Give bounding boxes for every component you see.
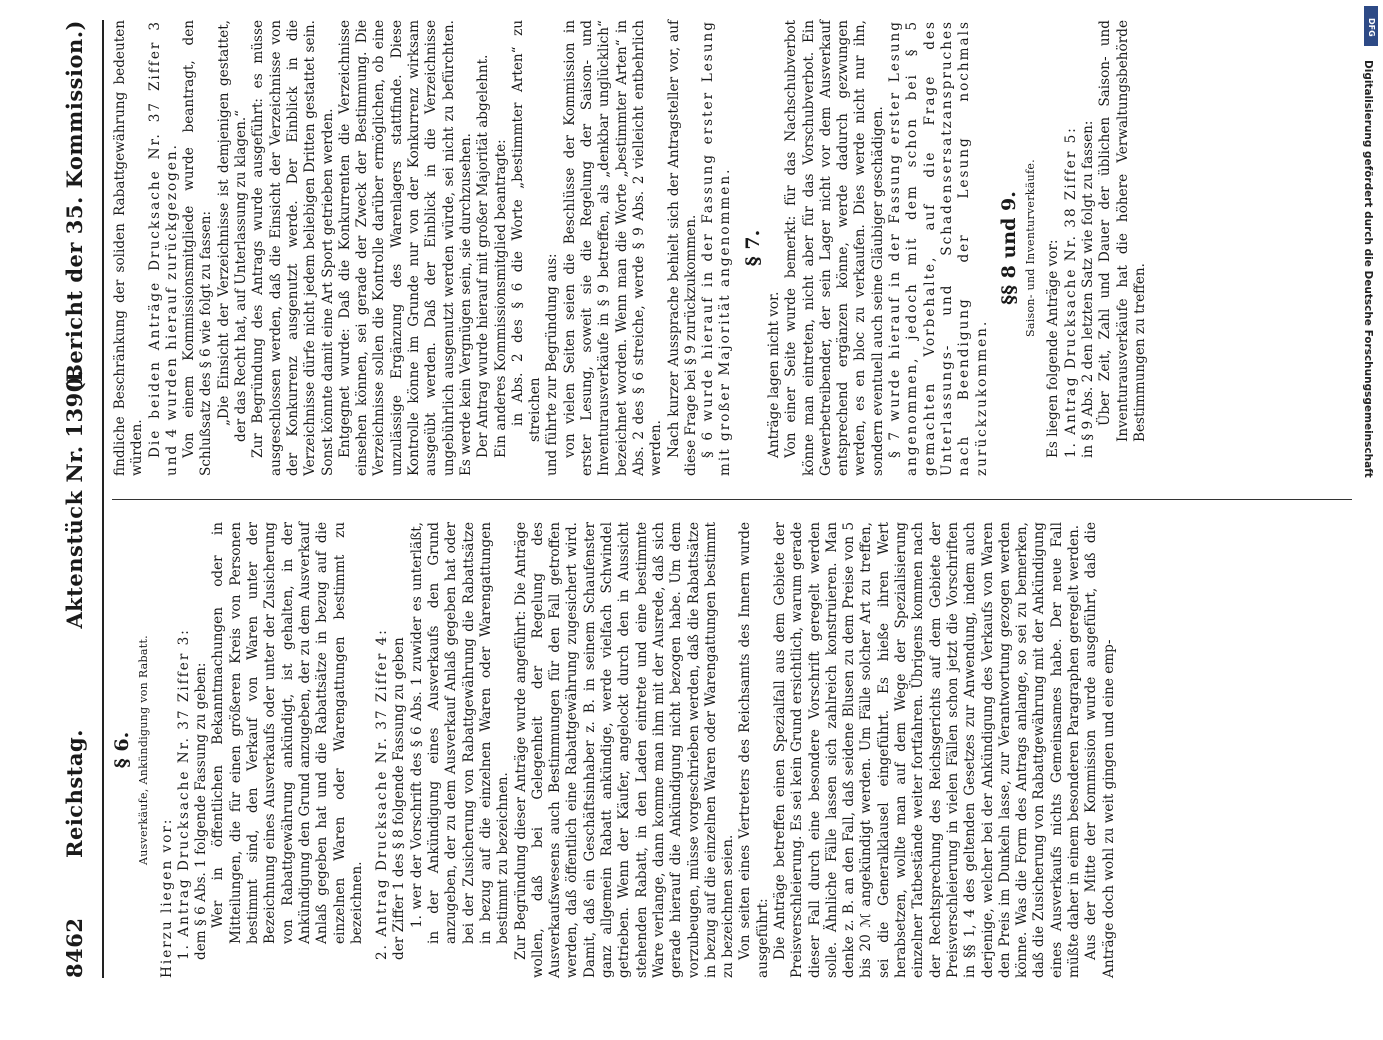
paragraph: von vielen Seiten seien die Beschlüsse der Kommission in erster Lesung, soweit sie die Regelung der Saison- und Inventurausverkäufe in § 9 betreffen, als „denkbar unglücklich“ bezeichnet worden. Wenn man die Worte „bestimmter Arten“ in Abs. 2 des § 6 streiche, werde § 9 Abs. 2 vielleicht entbehrlich werden.	[561, 20, 665, 476]
quoted-paragraph: Über Zeit, Zahl und Dauer der üblichen Saison- und Inventurausverkäufe hat die höhere Verwaltungsbehörde Bestimmungen zu treffen.	[1097, 20, 1148, 442]
section-heading-6: § 6.	[111, 731, 133, 769]
paragraph: Der Antrag wurde hierauf mit großer Majorität abgelehnt.	[475, 54, 492, 458]
digitization-note-text: Digitalisierung gefördert durch die Deutsche Forschungsgemeinschaft	[1362, 60, 1374, 478]
paragraph: 1. Antrag Drucksache Nr. 37 Ziffer 3:	[175, 628, 192, 960]
page-number: 8462	[62, 917, 87, 978]
quoted-paragraph: „Die Einsicht der Verzeichnisse ist demjenigen gestattet, der das Recht hat, auf Unterlassung zu klagen.“	[215, 20, 250, 442]
paragraph: 1. Antrag Drucksache Nr. 38 Ziffer 5:	[1062, 126, 1079, 458]
paragraph: § 6 wurde hierauf in der Fassung erster Lesung mit großer Majorität angenommen.	[700, 20, 734, 476]
paragraph: Die Anträge betreffen einen Spezialfall aus dem Gebiete der Preisverschleierung. Es sei kein Grund ersichtlich, warum gerade dieser Fall durch eine besondere Vorschrift geregelt werden solle. Ähnliche Fälle lassen sich zahlreich konstruieren. Man denke z. B. an den Fall, daß seidene Blusen zu dem Preise von 5 bis 20 ℳ angekündigt werden. Um Fälle solcher Art zu treffen, sei die Generalklausel eingeführt. Es hieße ihren Wert herabsetzen, wollte man auf dem Wege der Spezialisierung einzelner Tatbestände weiter fortfahren. Übrigens kommen nach der Rechtsprechung des Reichsgerichts auf dem Gebiete der Preisverschleierung in vielen Fällen schon jetzt die Vorschriften in §§ 1, 4 des geltenden Gesetzes zur Anwendung, indem auch derjenige, welcher bei der Ankündigung des Verkaufs von Waren den Preis im Dunkeln lasse, zur Verantwortung gezogen werden könne. Was die Form des Antrags anlange, so sei zu bemerken, daß die Zusicherung von Rabattgewährung mit der Ankündigung eines Ausverkaufs nichts Gemeinsames habe. Der neue Fall müßte daher in einem besonderen Paragraphen geregelt werden.	[771, 522, 1083, 978]
paragraph: findliche Beschränkung der soliden Rabattgewährung bedeuten würden.	[112, 20, 146, 476]
scanned-page	[40, 0, 1380, 1000]
quoted-paragraph: in Abs. 2 des § 6 die Worte „bestimmter Arten“ zu streichen	[509, 20, 544, 442]
section-subtitle-8-9: Saison- und Inventurverkäufe.	[1024, 159, 1038, 337]
paragraph: Von seiten eines Vertreters des Reichsamts des Innern wurde ausgeführt:	[737, 522, 771, 978]
running-head-right: (Bericht der 35. Kommission.)	[62, 20, 87, 393]
paragraph: dem § 6 Abs. 1 folgende Fassung zu geben:	[193, 662, 210, 960]
running-head	[58, 20, 98, 978]
paragraph: in § 9 Abs. 2 den letzten Satz wie folgt zu fassen:	[1080, 120, 1097, 458]
paragraph: Zur Begründung dieser Anträge wurde angeführt: Die Anträge wollen, daß bei Gelegenheit der Regelung des Ausverkaufswesens auch Bestimmungen für den Fall getroffen werden, daß öffentlich eine Rabattgewährung zugesichert wird. Damit, daß ein Geschäftsinhaber z. B. in seinem Schaufenster ganz allgemein Rabatt ankündige, werde vielfach Schwindel getrieben. Wenn der Käufer, angelockt durch den in Aussicht stehenden Rabatt, in den Laden eintrete und eine bestimmte Ware verlange, dann komme man ihm mit der Ausrede, daß sich gerade hierauf die Ankündigung nicht bezogen habe. Um dem vorzubeugen, müsse vorgeschrieben werden, daß die Rabattsätze in bezug auf die einzelnen Waren oder Warengattungen bestimmt zu bezeichnen seien.	[512, 522, 737, 978]
paragraph: Es liegen folgende Anträge vor:	[1045, 239, 1062, 458]
column-divider	[112, 499, 1352, 500]
running-head-center: Aktenstück Nr. 1390.	[62, 369, 87, 629]
paragraph: und führte zur Begründung aus:	[544, 253, 561, 476]
paragraph: Hierzu liegen vor:	[158, 817, 175, 978]
paragraph: Anträge lagen nicht vor.	[765, 291, 782, 458]
paragraph: Entgegnet wurde: Daß die Konkurrenten die Verzeichnisse einsehen können, sei gerade der Zweck der Bestimmung. Die Verzeichnisse sollen die Kontrolle darüber ermöglichen, ob eine unzulässige Ergänzung des Warenlagers stattfinde. Diese Kontrolle könne im Grunde nur von der Konkurrenz wirksam ausgeübt werden. Daß der Einblick in die Verzeichnisse ungebührlich ausgenutzt werden würde, sei nicht zu befürchten. Es werde kein Vergnügen sein, sie durchzusehen.	[336, 20, 474, 476]
paragraph: der Ziffer 1 des § 8 folgende Fassung zu geben	[391, 637, 408, 960]
paragraph: Ein anderes Kommissionsmitglied beantragte:	[492, 139, 509, 458]
paragraph: Von einer Seite wurde bemerkt: für das Nachschubverbot könne man eintreten, nicht aber für das Vorschubverbot. Ein Gewerbetreibender, der sein Lager nicht vor dem Ausverkauf entsprechend ergänzen könne, werde dadurch gezwungen werden, es en bloc zu verkaufen. Dies werde nicht nur ihn, sondern eventuell auch seine Gläubiger geschädigen.	[783, 20, 886, 476]
paragraph: 2. Antrag Drucksache Nr. 37 Ziffer 4:	[374, 628, 391, 960]
quoted-paragraph: Wer in öffentlichen Bekanntmachungen oder in Mitteilungen, die für einen größeren Kreis von Personen bestimmt sind, den Verkauf von Waren unter der Bezeichnung eines Ausverkaufs oder unter der Zusicherung von Rabattgewährung ankündigt, ist gehalten, in der Ankündigung den Grund anzugeben, der zu dem Ausverkauf Anlaß gegeben hat und die Rabattsätze in bezug auf die einzelnen Waren oder Warengattungen bestimmt zu bezeichnen.	[210, 522, 365, 944]
paragraph: § 7 wurde hierauf in der Fassung erster Lesung angenommen, jedoch mit dem schon bei § 5 gemachten Vorbehalte, auf die Frage des Unterlassungs- und Schadensersatzanspruches nach Beendigung der Lesung nochmals zurückzukommen.	[887, 20, 990, 476]
paragraph: Von einem Kommissionsmitgliede wurde beantragt, den Schlußsatz des § 6 wie folgt zu fassen:	[181, 20, 215, 476]
right-column	[112, 20, 1352, 476]
section-subtitle-6: Ausverkäufe, Ankündigung von Rabatt.	[137, 635, 151, 865]
paragraph: Aus der Mitte der Kommission wurde ausgeführt, daß die Anträge doch wohl zu weit gingen und eine emp-	[1083, 522, 1117, 978]
running-head-left: Reichstag.	[62, 729, 87, 858]
left-column	[112, 522, 1352, 978]
section-heading-7: § 7.	[741, 229, 764, 267]
digitization-note	[1352, 8, 1376, 988]
dfg-logo: DFG	[1364, 6, 1378, 46]
section-heading-8-9: §§ 8 und 9.	[997, 191, 1020, 305]
header-rule	[102, 20, 104, 978]
quoted-paragraph: 1. wer der Vorschrift des § 6 Abs. 1 zuwider es unterläßt, in der Ankündigung eines Ausverkaufs den Grund anzugeben, der zu dem Ausverkauf Anlaß gegeben hat oder bei der Zusicherung von Rabattgewährung die Rabattsätze in bezug auf die einzelnen Waren oder Warengattungen bestimmt zu bezeichnen.	[408, 522, 512, 944]
paragraph: Die beiden Anträge Drucksache Nr. 37 Ziffer 3 und 4 wurden hierauf zurückgezogen.	[146, 20, 180, 476]
paragraph: Zur Begründung des Antrags wurde ausgeführt: es müsse ausgeschlossen werden, daß die Einsicht der Verzeichnisse von der Konkurrenz ausgenutzt werde. Der Einblick in die Verzeichnisse dürfe nicht jedem beliebigen Dritten gestattet sein. Sonst könnte damit eine Art Sport getrieben werden.	[250, 20, 336, 476]
paragraph: Nach kurzer Aussprache behielt sich der Antragsteller vor, auf diese Frage bei § 9 zurückzukommen.	[665, 20, 699, 476]
